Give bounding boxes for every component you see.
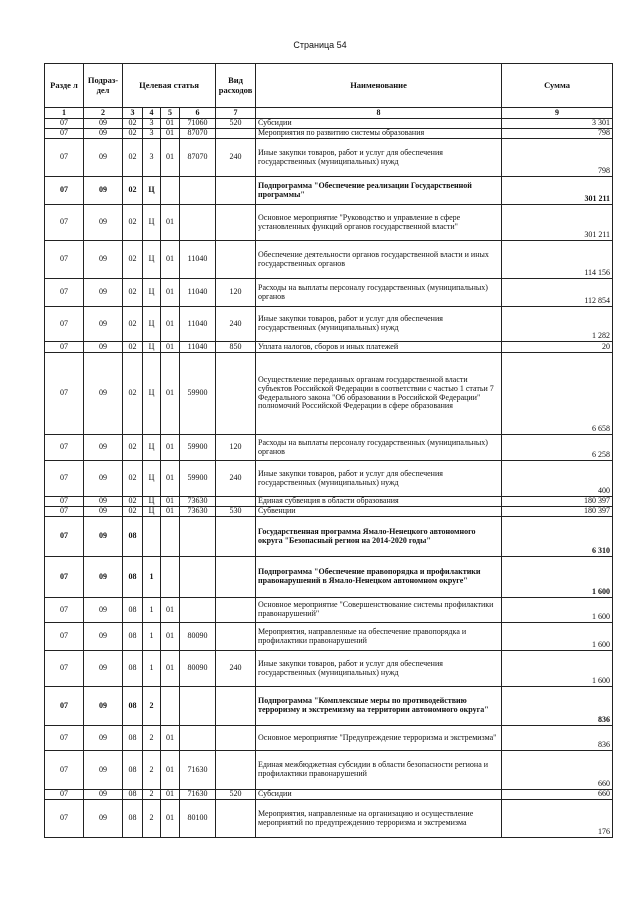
cell-program: 08 [123,687,143,726]
cell-name: Подпрограмма "Обеспечение правопорядка и профилактики правонарушений в Ямало-Ненецком автономном округе" [256,557,502,598]
cell-subprogram: 3 [143,119,161,129]
cell-event: 01 [161,497,180,507]
table-row [45,687,613,726]
cell-name: Государственная программа Ямало-Ненецкого автономного округа "Безопасный регион на 2014-2020 годы" [256,517,502,557]
cell-subsection: 09 [84,435,123,461]
cell-expense-type [216,687,256,726]
column-number: 1 [45,108,84,119]
budget-table [44,63,613,838]
cell-subsection: 09 [84,307,123,342]
cell-subsection: 09 [84,497,123,507]
column-number: 8 [256,108,502,119]
cell-direction [180,557,216,598]
cell-event: 01 [161,307,180,342]
cell-event: 01 [161,461,180,497]
cell-sum: 836 [502,687,613,726]
cell-direction: 11040 [180,307,216,342]
cell-subsection: 09 [84,279,123,307]
cell-name: Мероприятия, направленные на организацию и осуществление мероприятий по предупреждению терроризма и экстремизма [256,800,502,838]
cell-name: Субсидии [256,119,502,129]
cell-event [161,517,180,557]
cell-subprogram: 1 [143,557,161,598]
cell-direction: 59900 [180,353,216,435]
cell-subsection: 09 [84,557,123,598]
table-row [45,507,613,517]
cell-subsection: 09 [84,751,123,790]
cell-subsection: 09 [84,598,123,623]
cell-section: 07 [45,726,84,751]
cell-subsection: 09 [84,241,123,279]
cell-expense-type [216,353,256,435]
cell-program: 02 [123,497,143,507]
cell-direction [180,598,216,623]
column-number: 3 [123,108,143,119]
cell-program: 08 [123,517,143,557]
column-number: 5 [161,108,180,119]
cell-program: 02 [123,461,143,497]
cell-expense-type [216,517,256,557]
cell-subprogram: Ц [143,461,161,497]
cell-expense-type [216,129,256,139]
cell-section: 07 [45,353,84,435]
cell-subprogram: 3 [143,139,161,177]
cell-subprogram: Ц [143,279,161,307]
cell-direction: 87070 [180,139,216,177]
cell-sum: 180 397 [502,507,613,517]
cell-sum: 836 [502,726,613,751]
cell-expense-type: 240 [216,139,256,177]
cell-section: 07 [45,557,84,598]
cell-sum: 660 [502,751,613,790]
cell-sum: 798 [502,139,613,177]
cell-section: 07 [45,623,84,651]
header-subsection: Подраз-дел [84,64,123,108]
cell-name: Единая субвенция в области образования [256,497,502,507]
cell-section: 07 [45,119,84,129]
cell-name: Подпрограмма "Обеспечение реализации Государственной программы" [256,177,502,205]
cell-section: 07 [45,751,84,790]
cell-event: 01 [161,241,180,279]
table-row [45,342,613,353]
column-number: 6 [180,108,216,119]
cell-section: 07 [45,507,84,517]
cell-event: 01 [161,279,180,307]
cell-program: 02 [123,205,143,241]
cell-direction [180,177,216,205]
cell-program: 08 [123,751,143,790]
cell-subprogram: 2 [143,687,161,726]
cell-event: 01 [161,598,180,623]
table-row [45,353,613,435]
cell-direction: 80090 [180,623,216,651]
cell-subsection: 09 [84,205,123,241]
cell-sum: 114 156 [502,241,613,279]
column-number-row [45,108,613,119]
table-row [45,800,613,838]
table-row [45,497,613,507]
table-row [45,435,613,461]
table-row [45,623,613,651]
cell-sum: 1 600 [502,598,613,623]
cell-subprogram: 2 [143,751,161,790]
cell-section: 07 [45,205,84,241]
cell-section: 07 [45,790,84,800]
cell-name: Субсидии [256,790,502,800]
cell-expense-type: 240 [216,307,256,342]
table-row [45,557,613,598]
cell-subprogram [143,517,161,557]
cell-program: 02 [123,435,143,461]
cell-expense-type [216,177,256,205]
cell-section: 07 [45,517,84,557]
cell-sum: 1 282 [502,307,613,342]
cell-name: Мероприятия по развитию системы образования [256,129,502,139]
cell-direction: 73630 [180,507,216,517]
cell-subsection: 09 [84,177,123,205]
cell-name: Уплата налогов, сборов и иных платежей [256,342,502,353]
cell-subprogram: Ц [143,507,161,517]
cell-subprogram: 2 [143,726,161,751]
cell-sum: 180 397 [502,497,613,507]
cell-event [161,687,180,726]
cell-subprogram: 2 [143,790,161,800]
table-row [45,241,613,279]
cell-subsection: 09 [84,139,123,177]
cell-name: Иные закупки товаров, работ и услуг для обеспечения государственных (муниципальных) нужд [256,307,502,342]
cell-event [161,177,180,205]
header-sum: Сумма [502,64,613,108]
cell-direction: 71630 [180,751,216,790]
table-row [45,651,613,687]
cell-subprogram: 2 [143,800,161,838]
cell-sum: 6 258 [502,435,613,461]
cell-subprogram: Ц [143,342,161,353]
cell-expense-type: 520 [216,790,256,800]
cell-sum: 3 301 [502,119,613,129]
cell-name: Основное мероприятие "Предупреждение терроризма и экстремизма" [256,726,502,751]
cell-direction: 87070 [180,129,216,139]
column-number: 7 [216,108,256,119]
cell-subsection: 09 [84,461,123,497]
cell-program: 08 [123,557,143,598]
cell-direction [180,205,216,241]
cell-subsection: 09 [84,651,123,687]
cell-expense-type: 240 [216,651,256,687]
cell-sum: 301 211 [502,205,613,241]
cell-name: Субвенции [256,507,502,517]
cell-direction: 11040 [180,342,216,353]
cell-program: 02 [123,241,143,279]
cell-name: Мероприятия, направленные на обеспечение правопорядка и профилактики правонарушений [256,623,502,651]
cell-section: 07 [45,461,84,497]
cell-name: Иные закупки товаров, работ и услуг для обеспечения государственных (муниципальных) нужд [256,461,502,497]
cell-event: 01 [161,751,180,790]
cell-subsection: 09 [84,119,123,129]
cell-sum: 112 854 [502,279,613,307]
cell-event: 01 [161,435,180,461]
cell-section: 07 [45,651,84,687]
table-row [45,205,613,241]
cell-sum: 20 [502,342,613,353]
cell-program: 08 [123,623,143,651]
cell-subsection: 09 [84,517,123,557]
header-name: Наименование [256,64,502,108]
cell-section: 07 [45,307,84,342]
cell-name: Осуществление переданных органам государственной власти субъектов Российской Федерации в соответствии с частью 1 статьи 7 Федерального закона "Об образовании в Российской Федерации" полномочий Российской Федерации в сфере образования [256,353,502,435]
cell-program: 08 [123,726,143,751]
cell-subprogram: 3 [143,129,161,139]
table-row [45,279,613,307]
table-row [45,177,613,205]
cell-expense-type [216,241,256,279]
cell-expense-type: 530 [216,507,256,517]
header-target: Целевая статья [123,64,216,108]
cell-sum: 1 600 [502,623,613,651]
cell-program: 02 [123,307,143,342]
cell-event: 01 [161,129,180,139]
cell-subprogram: 1 [143,623,161,651]
cell-expense-type [216,623,256,651]
cell-event: 01 [161,790,180,800]
cell-name: Единая межбюджетная субсидии в области безопасности региона и профилактики правонарушений [256,751,502,790]
table-row [45,129,613,139]
cell-subprogram: Ц [143,241,161,279]
cell-sum: 1 600 [502,557,613,598]
cell-sum: 176 [502,800,613,838]
cell-expense-type [216,800,256,838]
cell-direction: 11040 [180,279,216,307]
cell-direction: 11040 [180,241,216,279]
cell-subprogram: Ц [143,205,161,241]
cell-subprogram: Ц [143,307,161,342]
cell-program: 08 [123,790,143,800]
cell-section: 07 [45,497,84,507]
cell-subprogram: Ц [143,177,161,205]
cell-event: 01 [161,139,180,177]
table-row [45,119,613,129]
cell-subsection: 09 [84,623,123,651]
cell-section: 07 [45,435,84,461]
cell-sum: 1 600 [502,651,613,687]
cell-event: 01 [161,507,180,517]
cell-section: 07 [45,139,84,177]
cell-section: 07 [45,177,84,205]
header-section: Разде л [45,64,84,108]
column-number: 4 [143,108,161,119]
cell-event: 01 [161,353,180,435]
cell-direction: 71630 [180,790,216,800]
header-row [45,64,613,108]
cell-event [161,557,180,598]
cell-direction: 71060 [180,119,216,129]
cell-subprogram: 1 [143,598,161,623]
cell-direction: 80100 [180,800,216,838]
cell-name: Обеспечение деятельности органов государственной власти и иных государственных органов [256,241,502,279]
cell-subprogram: 1 [143,651,161,687]
cell-direction: 59900 [180,461,216,497]
cell-subsection: 09 [84,353,123,435]
table-row [45,726,613,751]
cell-event: 01 [161,342,180,353]
cell-expense-type: 520 [216,119,256,129]
cell-expense-type [216,751,256,790]
cell-program: 02 [123,342,143,353]
cell-subsection: 09 [84,687,123,726]
cell-subsection: 09 [84,507,123,517]
cell-program: 02 [123,507,143,517]
cell-section: 07 [45,279,84,307]
column-number: 2 [84,108,123,119]
cell-name: Расходы на выплаты персоналу государственных (муниципальных) органов [256,435,502,461]
cell-expense-type: 240 [216,461,256,497]
table-body [45,119,613,838]
cell-section: 07 [45,687,84,726]
cell-expense-type [216,598,256,623]
cell-subsection: 09 [84,790,123,800]
cell-name: Подпрограмма "Комплексные меры по противодействию терроризму и экстремизму на территории автономного округа" [256,687,502,726]
cell-expense-type [216,497,256,507]
table-row [45,307,613,342]
cell-event: 01 [161,119,180,129]
cell-subsection: 09 [84,342,123,353]
table-row [45,751,613,790]
cell-sum: 400 [502,461,613,497]
cell-program: 02 [123,119,143,129]
cell-section: 07 [45,129,84,139]
cell-subprogram: Ц [143,435,161,461]
cell-section: 07 [45,598,84,623]
cell-direction [180,726,216,751]
cell-name: Иные закупки товаров, работ и услуг для обеспечения государственных (муниципальных) нужд [256,651,502,687]
cell-name: Иные закупки товаров, работ и услуг для обеспечения государственных (муниципальных) нужд [256,139,502,177]
cell-sum: 798 [502,129,613,139]
cell-sum: 301 211 [502,177,613,205]
column-number: 9 [502,108,613,119]
cell-subsection: 09 [84,129,123,139]
cell-name: Основное мероприятие "Совершенствование системы профилактики правонарушений" [256,598,502,623]
cell-direction: 80090 [180,651,216,687]
cell-expense-type [216,205,256,241]
cell-program: 02 [123,129,143,139]
cell-sum: 6 310 [502,517,613,557]
cell-event: 01 [161,651,180,687]
cell-event: 01 [161,623,180,651]
cell-direction: 59900 [180,435,216,461]
cell-direction: 73630 [180,497,216,507]
cell-sum: 660 [502,790,613,800]
cell-program: 02 [123,279,143,307]
cell-name: Основное мероприятие "Руководство и управление в сфере установленных функций органов государственной власти" [256,205,502,241]
header-expense-type: Вид расходов [216,64,256,108]
cell-program: 02 [123,177,143,205]
page-number: Страница 54 [293,40,347,50]
cell-subsection: 09 [84,800,123,838]
table-row [45,139,613,177]
cell-event: 01 [161,800,180,838]
cell-section: 07 [45,342,84,353]
cell-expense-type: 120 [216,435,256,461]
cell-program: 08 [123,651,143,687]
cell-name: Расходы на выплаты персоналу государственных (муниципальных) органов [256,279,502,307]
cell-section: 07 [45,800,84,838]
table-row [45,598,613,623]
cell-expense-type [216,557,256,598]
cell-expense-type: 850 [216,342,256,353]
cell-subprogram: Ц [143,353,161,435]
cell-event: 01 [161,205,180,241]
cell-subprogram: Ц [143,497,161,507]
table-row [45,790,613,800]
table-row [45,461,613,497]
cell-program: 08 [123,598,143,623]
cell-subsection: 09 [84,726,123,751]
cell-direction [180,687,216,726]
cell-direction [180,517,216,557]
cell-section: 07 [45,241,84,279]
cell-sum: 6 658 [502,353,613,435]
cell-expense-type: 120 [216,279,256,307]
cell-program: 02 [123,139,143,177]
cell-program: 08 [123,800,143,838]
cell-event: 01 [161,726,180,751]
cell-program: 02 [123,353,143,435]
cell-expense-type [216,726,256,751]
table-row [45,517,613,557]
